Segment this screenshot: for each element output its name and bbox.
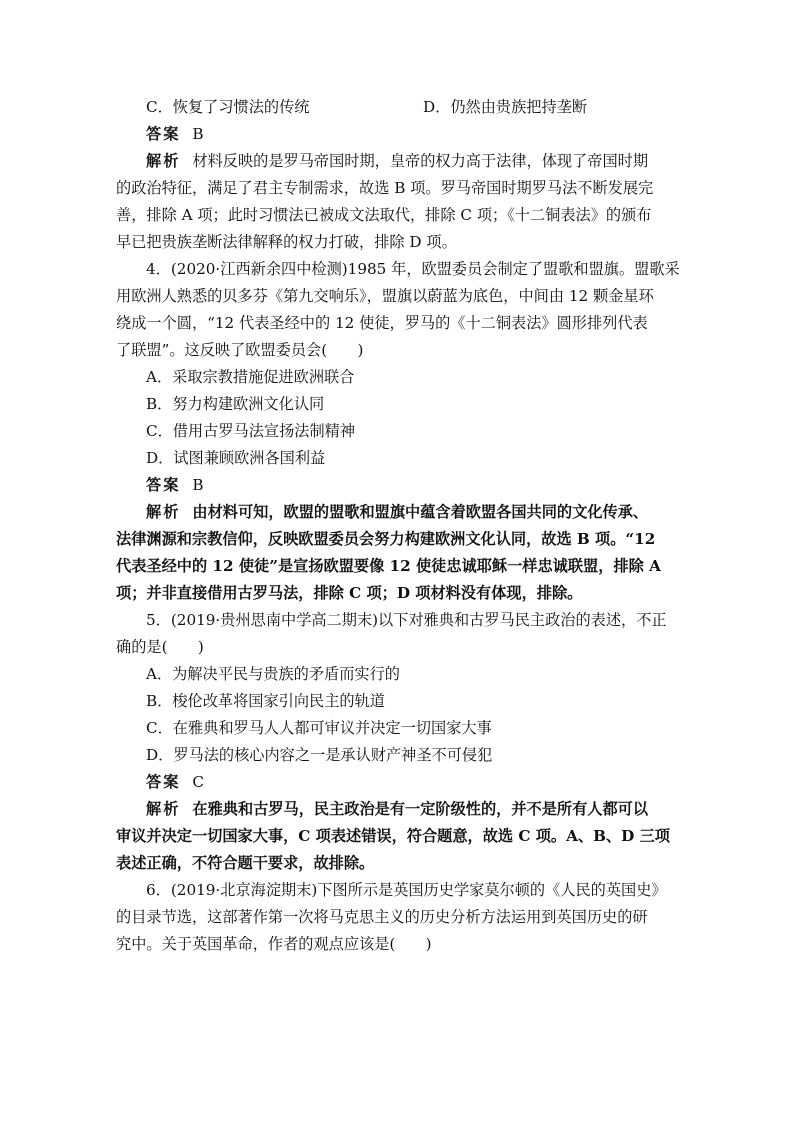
q3-analysis-text: 材料反映的是罗马帝国时期，皇帝的权力高于法律，体现了帝国时期 xyxy=(192,152,648,170)
q4-option-c: C．借用古罗马法宣扬法制精神 xyxy=(146,422,356,440)
q4-stem-line-1: 4．(2020·江西新余四中检测)1985 年，欧盟委员会制定了盟歌和盟旗。盟歌采 xyxy=(146,260,680,278)
q5-stem-line-2: 确的是( ) xyxy=(116,638,204,656)
q5-option-b: B．梭伦改革将国家引向民主的轨道 xyxy=(146,692,385,710)
q6-stem-line-2: 的目录节选，这部著作第一次将马克思主义的历史分析方法运用到英国历史的研 xyxy=(116,908,648,926)
q4-stem-line-4: 了联盟”。这反映了欧盟委员会( ) xyxy=(116,341,364,359)
q5-option-c: C．在雅典和罗马人人都可审议并决定一切国家大事 xyxy=(146,719,492,737)
q4-analysis-line-1 xyxy=(146,499,686,526)
analysis-label: 解析 xyxy=(146,503,181,521)
q5-option-d: D．罗马法的核心内容之一是承认财产神圣不可侵犯 xyxy=(146,746,493,764)
q6-stem-line-1: 6．(2019·北京海淀期末)下图所示是英国历史学家莫尔顿的《人民的英国史》 xyxy=(146,881,667,899)
analysis-label: 解析 xyxy=(146,152,181,170)
q3-analysis-line-3: 善，排除 A 项；此时习惯法已被成文法取代，排除 C 项；《十二铜表法》的颁布 xyxy=(116,206,652,224)
q4-answer xyxy=(146,472,686,499)
q3-answer xyxy=(146,121,686,148)
analysis-label: 解析 xyxy=(146,800,181,818)
q4-analysis-line-2: 法律渊源和宗教信仰，反映欧盟委员会努力构建欧洲文化认同，故选 B 项。“12 xyxy=(116,530,656,548)
q4-stem-line-2: 用欧洲人熟悉的贝多芬《第九交响乐》，盟旗以蔚蓝为底色，中间由 12 颗金星环 xyxy=(116,287,654,305)
q4-analysis-line-3: 代表圣经中的 12 使徒”是宣扬欧盟要像 12 使徒忠诚耶稣一样忠诚联盟，排除 A xyxy=(116,557,661,575)
q4-analysis-text: 由材料可知，欧盟的盟歌和盟旗中蕴含着欧盟各国共同的文化传承、 xyxy=(192,503,648,521)
q3-answer-value: B xyxy=(192,125,204,143)
answer-label: 答案 xyxy=(146,125,181,143)
q4-stem-line-3: 绕成一个圆，“12 代表圣经中的 12 使徒，罗马的《十二铜表法》圆形排列代表 xyxy=(116,314,648,332)
q5-option-a: A．为解决平民与贵族的矛盾而实行的 xyxy=(146,665,400,683)
q4-answer-value: B xyxy=(192,476,204,494)
q6-stem-line-3: 究中。关于英国革命，作者的观点应该是( ) xyxy=(116,935,432,953)
q5-answer-value: C xyxy=(192,773,204,791)
q4-analysis-line-4: 项；并非直接借用古罗马法，排除 C 项；D 项材料没有体现，排除。 xyxy=(116,584,583,602)
answer-label: 答案 xyxy=(146,773,181,791)
q5-analysis-text: 在雅典和古罗马，民主政治是有一定阶级性的，并不是所有人都可以 xyxy=(192,800,648,818)
q4-option-d: D．试图兼顾欧洲各国利益 xyxy=(146,449,326,467)
q5-answer xyxy=(146,769,686,796)
q5-analysis-line-3: 表述正确，不符合题干要求，故排除。 xyxy=(116,854,375,872)
q3-analysis-line-2: 的政治特征，满足了君主专制需求，故选 B 项。罗马帝国时期罗马法不断发展完 xyxy=(116,179,654,197)
answer-label: 答案 xyxy=(146,476,181,494)
q3-option-d: D．仍然由贵族把持垄断 xyxy=(423,98,588,116)
q5-analysis-line-1 xyxy=(146,796,686,823)
q4-option-a: A．采取宗教措施促进欧洲联合 xyxy=(146,368,355,386)
q4-option-b: B．努力构建欧洲文化认同 xyxy=(146,395,325,413)
q3-analysis-line-1 xyxy=(146,148,686,175)
q5-stem-line-1: 5．(2019·贵州思南中学高二期末)以下对雅典和古罗马民主政治的表述，不正 xyxy=(146,611,667,629)
q3-analysis-line-4: 早已把贵族垄断法律解释的权力打破，排除 D 项。 xyxy=(116,233,457,251)
q3-options-row xyxy=(146,94,686,121)
q5-analysis-line-2: 审议并决定一切国家大事，C 项表述错误，符合题意，故选 C 项。A、B、D 三项 xyxy=(116,827,670,845)
q3-option-c: C．恢复了习惯法的传统 xyxy=(146,98,310,116)
